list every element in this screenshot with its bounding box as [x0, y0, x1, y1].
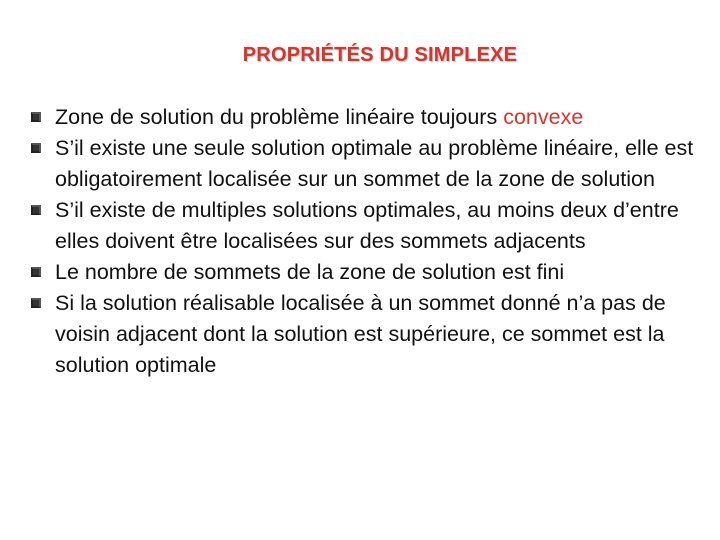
bullet-item-multiple-optima — [30, 195, 710, 257]
bullet-list — [30, 102, 710, 381]
bullet-text: Zone de solution du problème linéaire toujours — [55, 105, 504, 129]
bullet-text: S’il existe de multiples solutions optimales, au moins deux d’entre elles doivent être localisées sur des sommets adjacents — [55, 198, 679, 253]
square-bullet-icon — [30, 204, 42, 216]
square-bullet-icon — [30, 111, 42, 123]
bullet-item-finite-vertices — [30, 257, 710, 288]
square-bullet-icon — [30, 266, 42, 278]
square-bullet-icon — [30, 142, 42, 154]
slide-title: PROPRIÉTÉS DU SIMPLEXE — [242, 44, 518, 66]
bullet-text: Le nombre de sommets de la zone de solution est fini — [55, 260, 565, 284]
bullet-text: S’il existe une seule solution optimale au problème linéaire, elle est obligatoirement localisée sur un sommet de la zone de solution — [55, 136, 694, 191]
square-bullet-icon — [30, 297, 42, 309]
bullet-text: Si la solution réalisable localisée à un sommet donné n’a pas de voisin adjacent dont la solution est supérieure, ce sommet est la solution optimale — [55, 291, 666, 377]
bullet-item-convexity — [30, 102, 710, 133]
bullet-item-optimality-test — [30, 288, 710, 381]
bullet-item-single-optimum — [30, 133, 710, 195]
highlight-keyword: convexe — [503, 105, 584, 129]
